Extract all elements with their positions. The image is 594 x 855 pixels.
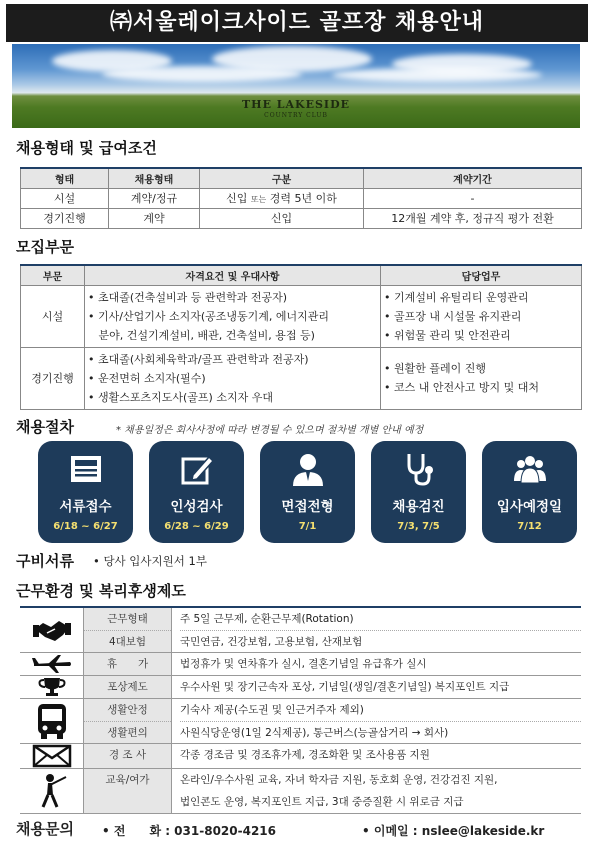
table-row — [20, 608, 581, 653]
step-box — [149, 441, 244, 543]
col-header: 구분 — [200, 168, 364, 188]
hero-image — [12, 44, 580, 128]
cell-term: 12개월 계약 후, 정규직 평가 전환 — [364, 208, 582, 228]
cell-type: 시설 — [21, 188, 109, 208]
welfare-value: 온라인/우수사원 교육, 자녀 학자금 지원, 동호회 운영, 건강검진 지원, — [180, 774, 498, 786]
table-row — [20, 676, 581, 699]
step-name: 면접전형 — [281, 499, 334, 515]
cell-term: - — [364, 188, 582, 208]
col-header: 자격요건 및 우대사항 — [85, 265, 381, 285]
step-name: 입사예정일 — [496, 499, 563, 515]
col-header: 형태 — [21, 168, 109, 188]
step-date: 7/1 — [298, 521, 317, 532]
welfare-value: 국민연금, 건강보험, 고용보험, 산재보험 — [180, 630, 581, 652]
division-career: 경력 5년 이하 — [269, 192, 337, 205]
newspaper-icon — [68, 451, 104, 487]
lakeside-logo: THE LAKESIDE — [241, 98, 351, 111]
section-title-welfare: 근무환경 및 복리후생제도 — [16, 582, 186, 600]
step-box — [260, 441, 355, 543]
step-name: 채용검진 — [392, 499, 445, 515]
table-row — [21, 208, 582, 228]
table-row — [20, 769, 581, 814]
envelope-icon — [32, 744, 72, 768]
table-row — [21, 285, 582, 347]
step-box — [371, 441, 466, 543]
stethoscope-icon — [401, 451, 437, 487]
people-icon — [512, 451, 548, 487]
section-title-employment: 채용형태 및 급여조건 — [16, 139, 157, 157]
table-row — [21, 188, 582, 208]
welfare-table — [20, 606, 581, 814]
table-row — [20, 653, 581, 676]
cell-division — [200, 188, 364, 208]
cell-dept: 경기진행 — [21, 347, 85, 409]
golfer-icon — [36, 773, 68, 809]
process-steps — [38, 441, 578, 543]
pencil-icon — [179, 451, 215, 487]
welfare-category: 4대보험 — [84, 630, 171, 652]
division-or: 또는 — [250, 195, 267, 204]
welfare-category: 휴 가 — [106, 658, 149, 670]
step-name: 서류접수 — [59, 499, 112, 515]
airplane-icon — [32, 654, 72, 674]
welfare-category — [84, 791, 171, 813]
welfare-value: 사원식당운영(1일 2식제공), 통근버스(능골삼거리 → 회사) — [180, 721, 581, 743]
cell-dept: 시설 — [21, 285, 85, 347]
handshake-icon — [33, 615, 71, 645]
list-item: • 생활스포츠지도사(골프) 소지자 우대 — [88, 390, 273, 404]
step-box — [482, 441, 577, 543]
list-item: • 코스 내 안전사고 방지 및 대처 — [384, 381, 539, 394]
welfare-value: 법정휴가 및 연차휴가 실시, 결혼기념일 유급휴가 실시 — [180, 658, 427, 670]
welfare-category: 경 조 사 — [108, 749, 147, 761]
cell-type: 경기진행 — [21, 208, 109, 228]
employment-table — [20, 167, 582, 229]
section-title-process: 채용절차 — [16, 418, 74, 436]
interviewer-icon — [290, 451, 326, 487]
section-title-documents: 구비서류 — [16, 552, 74, 570]
list-item: • 기사/산업기사 소지자(공조냉동기계, 에너지관리 — [88, 309, 329, 323]
list-item: • 운전면허 소지자(필수) — [88, 371, 206, 385]
table-row — [20, 744, 581, 769]
step-date: 6/18 ~ 6/27 — [53, 521, 118, 532]
cell-duties — [381, 285, 582, 347]
page-title: ㈜서울레이크사이드 골프장 채용안내 — [6, 4, 588, 42]
col-header: 담당업무 — [381, 265, 582, 285]
list-item: • 골프장 내 시설물 유지관리 — [384, 309, 522, 323]
lakeside-logo-sub: COUNTRY CLUB — [264, 112, 328, 119]
table-row — [21, 347, 582, 409]
welfare-category: 근무형태 — [107, 613, 148, 625]
step-name: 인성검사 — [170, 499, 223, 515]
table-row — [20, 699, 581, 744]
welfare-value: 법인콘도 운영, 복지포인트 지급, 3대 중증질환 시 위로금 지급 — [180, 796, 464, 808]
step-date: 7/12 — [517, 521, 542, 532]
welfare-value: 각종 경조금 및 경조휴가제, 경조화환 및 조사용품 지원 — [180, 749, 430, 761]
welfare-category: 생활안정 — [107, 704, 148, 716]
list-item: • 위험물 관리 및 안전관리 — [384, 328, 511, 342]
cell-qualifications — [85, 347, 381, 409]
list-item: • 초대졸(사회체육학과/골프 관련학과 전공자) — [88, 352, 309, 366]
document-item: • 당사 입사지원서 1부 — [93, 554, 207, 568]
bus-icon — [35, 702, 69, 740]
contact-email: • 이메일 : nslee@lakeside.kr — [362, 824, 545, 838]
welfare-category: 교육/여가 — [105, 774, 150, 786]
section-title-contact: 채용문의 — [16, 820, 74, 838]
welfare-value: 기숙사 제공(수도권 및 인근거주자 제외) — [180, 704, 364, 716]
welfare-value: 우수사원 및 장기근속자 포상, 기념일(생일/결혼기념일) 복지포인트 지급 — [180, 681, 510, 693]
col-header: 채용형태 — [109, 168, 200, 188]
cell-duties — [381, 347, 582, 409]
cell-division: 신입 — [200, 208, 364, 228]
process-note: * 채용일정은 회사사정에 따라 변경될 수 있으며 절차별 개별 안내 예정 — [116, 425, 424, 436]
division-new: 신입 — [226, 192, 248, 205]
cell-qualifications — [85, 285, 381, 347]
step-date: 7/3, 7/5 — [397, 521, 440, 532]
trophy-icon — [37, 677, 67, 697]
col-header: 계약기간 — [364, 168, 582, 188]
list-item: 분야, 건설기계설비, 배관, 건축설비, 용접 등) — [88, 328, 315, 342]
col-header: 부문 — [21, 265, 85, 285]
list-item: • 초대졸(건축설비과 등 관련학과 전공자) — [88, 290, 288, 304]
section-title-departments: 모집부문 — [16, 238, 74, 256]
welfare-category: 포상제도 — [107, 681, 148, 693]
welfare-value: 주 5일 근무제, 순환근무제(Rotation) — [180, 613, 354, 625]
list-item: • 원활한 플레이 진행 — [384, 362, 486, 375]
step-box — [38, 441, 133, 543]
list-item: • 기계설비 유틸리티 운영관리 — [384, 290, 529, 304]
cell-hire: 계약 — [109, 208, 200, 228]
welfare-category: 생활편의 — [84, 721, 171, 743]
contact-phone: • 전 화 : 031-8020-4216 — [102, 824, 276, 838]
step-date: 6/28 ~ 6/29 — [164, 521, 229, 532]
department-table — [20, 264, 582, 410]
cell-hire: 계약/정규 — [109, 188, 200, 208]
